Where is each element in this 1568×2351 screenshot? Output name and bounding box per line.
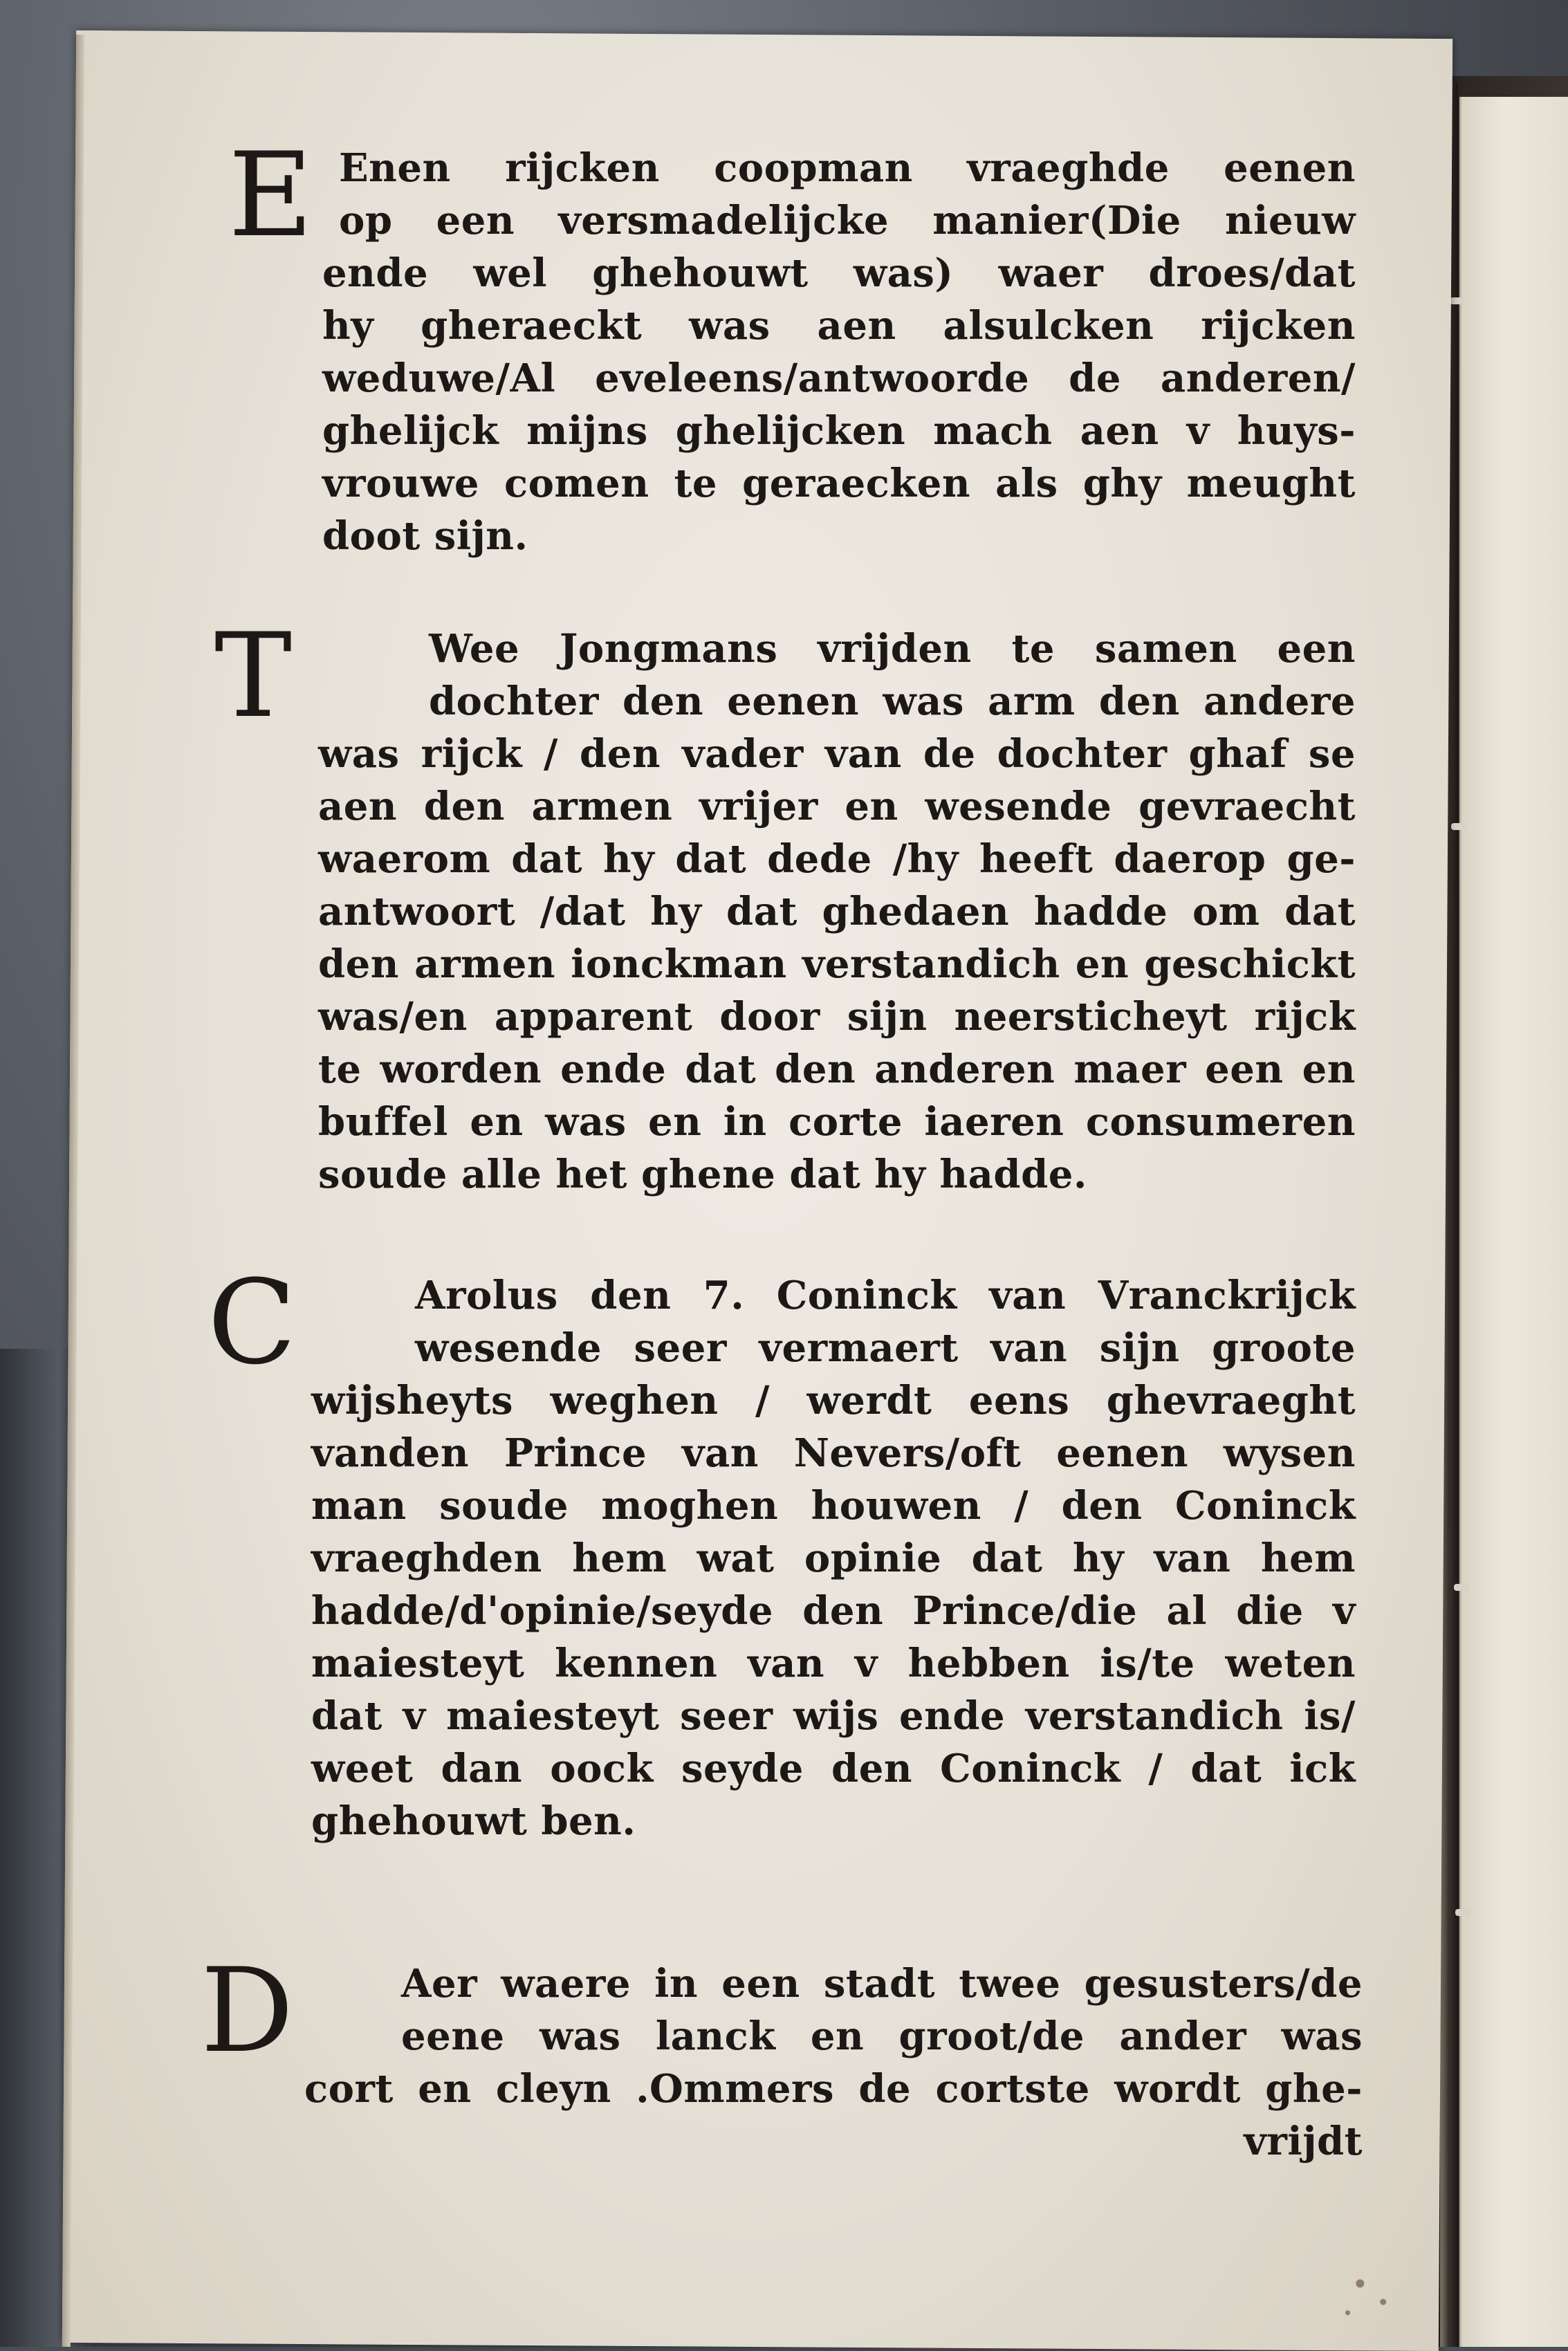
text-line: te worden ende dat den anderen maer een en [318, 1047, 1356, 1092]
foxing-spot [1356, 2279, 1364, 2287]
text-line: dat v maiesteyt seer wijs ende verstandich is/ [311, 1693, 1356, 1739]
text-line: vanden Prince van Nevers/oft eenen wysen [311, 1430, 1356, 1476]
text-line: weet dan oock seyde den Coninck / dat ick [311, 1746, 1356, 1791]
drop-cap: C [207, 1255, 297, 1390]
text-line: ghehouwt ben. [311, 1798, 636, 1844]
text-line: wesende seer vermaert van sijn groote [415, 1325, 1356, 1371]
text-line: hy gheraeckt was aen alsulcken rijcken [322, 303, 1356, 349]
foxing-spot [1380, 2299, 1386, 2305]
paragraph-2 [214, 608, 1356, 1201]
text-line: vraeghden hem wat opinie dat hy van hem [311, 1536, 1356, 1581]
text-line: den armen ionckman verstandich en geschickt [318, 941, 1356, 987]
text-line: eene was lanck en groot/de ander was [401, 2013, 1363, 2059]
binding-stitch [1451, 823, 1466, 830]
text-line: weduwe/Al eveleens/antwoorde de anderen/ [322, 356, 1356, 401]
text-line: ende wel ghehouwt was) waer droes/dat [322, 250, 1356, 296]
text-line: op een versmadelijcke manier(Die nieuw [339, 198, 1356, 243]
text-line: Aer waere in een stadt twee gesusters/de [401, 1961, 1363, 2007]
text-line: wijsheyts weghen / werdt eens ghevraeght [311, 1378, 1356, 1423]
text-line: dochter den eenen was arm den andere [429, 679, 1356, 724]
text-line: waerom dat hy dat dede /hy heeft daerop ge- [318, 836, 1356, 882]
binding-stitch [1450, 297, 1465, 304]
text-line: vrijdt [1244, 2119, 1363, 2164]
text-line: man soude moghen houwen / den Coninck [311, 1483, 1356, 1529]
text-line: aen den armen vrijer en wesende gevraecht [318, 784, 1356, 829]
text-line: doot sijn. [322, 513, 528, 559]
paragraph-1 [228, 127, 1356, 562]
text-line: vrouwe comen te geraecken als ghy meught [322, 461, 1356, 506]
text-line: was/en apparent door sijn neersticheyt rijck [318, 994, 1356, 1040]
binding-stitch [1454, 1584, 1469, 1591]
drop-cap: E [228, 127, 314, 263]
text-line: Enen rijcken coopman vraeghde eenen [339, 145, 1356, 191]
paragraph-4 [201, 1943, 1363, 2168]
text-line: Wee Jongmans vrijden te samen een [429, 626, 1356, 672]
text-line: Arolus den 7. Coninck van Vranckrijck [415, 1273, 1356, 1318]
text-line: cort en cleyn .Ommers de cortste wordt ghe- [304, 2066, 1363, 2112]
text-line: soude alle het ghene dat hy hadde. [318, 1152, 1087, 1197]
paragraph-3 [207, 1255, 1356, 1847]
text-line: was rijck / den vader van de dochter ghaf se [318, 731, 1356, 777]
drop-cap: D [201, 1943, 295, 2078]
text-line: antwoort /dat hy dat ghedaen hadde om dat [318, 889, 1356, 934]
text-line: hadde/d'opinie/seyde den Prince/die al die v [311, 1588, 1356, 1634]
next-page-edge [1459, 97, 1568, 2347]
text-line: maiesteyt kennen van v hebben is/te weten [311, 1641, 1356, 1686]
binding-stitch [1455, 1909, 1470, 1916]
foxing-spot [1345, 2310, 1350, 2315]
drop-cap: T [214, 608, 293, 744]
text-line: buffel en was en in corte iaeren consumeren [318, 1099, 1356, 1145]
text-line: ghelijck mijns ghelijcken mach aen v huys- [322, 408, 1356, 454]
